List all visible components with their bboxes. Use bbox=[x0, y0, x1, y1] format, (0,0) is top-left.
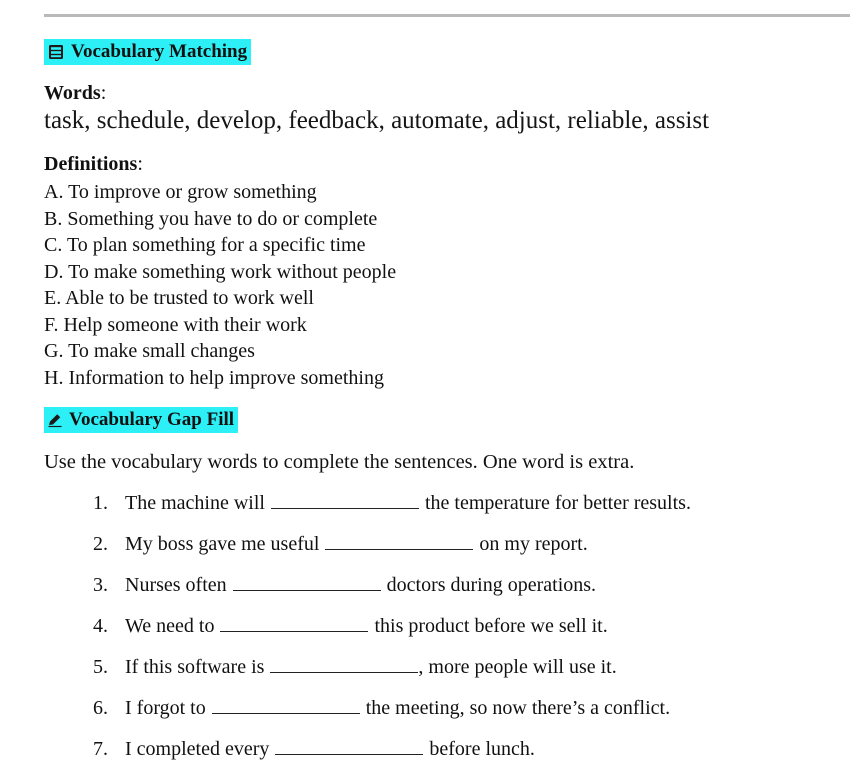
definitions-label-line bbox=[44, 153, 143, 176]
sentence-item bbox=[44, 735, 691, 776]
item-number: 5. bbox=[93, 656, 108, 678]
sentence-item bbox=[44, 694, 691, 735]
sentence-list bbox=[44, 489, 691, 776]
item-number: 1. bbox=[93, 492, 108, 514]
top-divider bbox=[44, 14, 850, 17]
item-number: 3. bbox=[93, 574, 108, 596]
sentence-after: the meeting, so now there’s a conflict. bbox=[365, 697, 671, 719]
definition-item: B. Something you have to do or complete bbox=[44, 207, 378, 230]
sentence-after: on my report. bbox=[479, 533, 588, 555]
sentence-before: The machine will bbox=[125, 492, 265, 514]
definition-item: G. To make small changes bbox=[44, 340, 255, 362]
gap-fill-heading bbox=[44, 407, 238, 433]
definition-item: A. To improve or grow something bbox=[44, 181, 317, 203]
answer-blank[interactable] bbox=[220, 613, 368, 632]
sentence-before: If this software is bbox=[125, 656, 265, 678]
answer-blank[interactable] bbox=[212, 695, 360, 714]
definition-item: D. To make something work without people bbox=[44, 260, 397, 283]
sentence-before: Nurses often bbox=[125, 574, 227, 596]
definitions-label-colon: : bbox=[137, 153, 143, 175]
gap-fill-heading-text: Vocabulary Gap Fill bbox=[69, 409, 235, 430]
answer-blank[interactable] bbox=[270, 654, 418, 673]
item-number: 4. bbox=[93, 615, 108, 637]
matching-heading bbox=[44, 39, 251, 65]
words-label: Words bbox=[44, 82, 101, 104]
answer-blank[interactable] bbox=[325, 531, 473, 550]
sentence-before: We need to bbox=[125, 615, 215, 637]
item-number: 6. bbox=[93, 697, 108, 719]
books-icon bbox=[47, 43, 65, 61]
item-number: 2. bbox=[93, 533, 108, 555]
definition-item: H. Information to help improve something bbox=[44, 366, 384, 389]
definition-item: C. To plan something for a specific time bbox=[44, 234, 366, 256]
definition-item: F. Help someone with their work bbox=[44, 313, 307, 336]
sentence-item bbox=[44, 530, 691, 571]
word-list: task, schedule, develop, feedback, automate, adjust, reliable, assist bbox=[44, 107, 710, 134]
sentence-item bbox=[44, 653, 691, 694]
definition-item: E. Able to be trusted to work well bbox=[44, 287, 314, 309]
sentence-after: , more people will use it. bbox=[418, 656, 617, 678]
answer-blank[interactable] bbox=[275, 736, 423, 755]
sentence-before: My boss gave me useful bbox=[125, 533, 320, 555]
sentence-before: I forgot to bbox=[125, 697, 206, 719]
sentence-before: I completed every bbox=[125, 738, 270, 760]
definitions-label: Definitions bbox=[44, 153, 138, 175]
definitions-list bbox=[44, 179, 396, 391]
sentence-after: doctors during operations. bbox=[386, 574, 597, 596]
item-number: 7. bbox=[93, 738, 108, 760]
sentence-item bbox=[44, 612, 691, 653]
instructions: Use the vocabulary words to complete the sentences. One word is extra. bbox=[44, 451, 635, 473]
words-label-colon: : bbox=[100, 82, 107, 104]
sentence-after: before lunch. bbox=[429, 738, 535, 760]
answer-blank[interactable] bbox=[233, 572, 381, 591]
words-label-line bbox=[44, 82, 106, 105]
answer-blank[interactable] bbox=[271, 490, 419, 509]
sentence-item bbox=[44, 489, 691, 530]
matching-heading-text: Vocabulary Matching bbox=[71, 41, 248, 62]
pencil-icon bbox=[47, 412, 63, 428]
sentence-item bbox=[44, 571, 691, 612]
sentence-after: this product before we sell it. bbox=[374, 615, 608, 637]
sentence-after: the temperature for better results. bbox=[424, 492, 691, 514]
